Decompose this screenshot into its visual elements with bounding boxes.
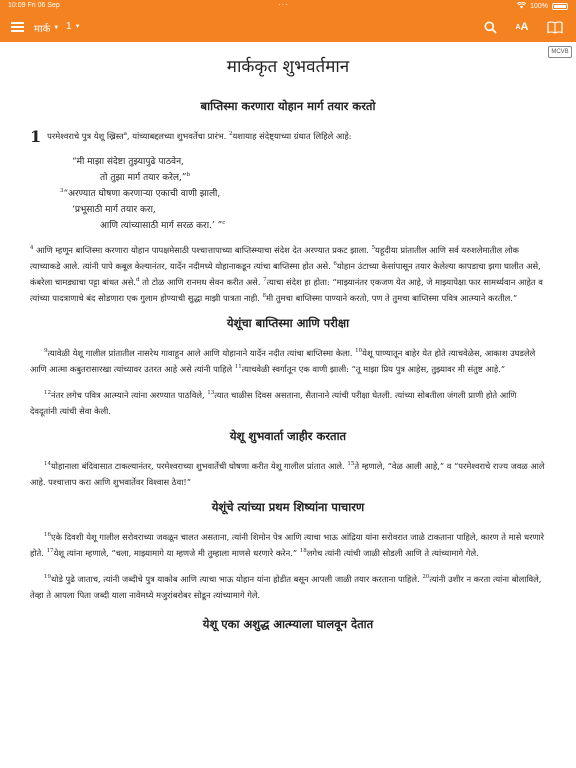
page-title: मार्ककृत शुभवर्तमान [226,57,350,77]
chapter-number-large: 1 [30,127,42,146]
verse-paragraph[interactable]: $^{16}$एके दिवशी येशू गालील सरोवराच्या जवळून चालत असताना, त्यांनी शिमोन पेत्र आणि त्याचा भाऊ आंद्रिया यांना सरोवरात जाळे टाकताना पाहिले, कारण ते मासे धरणारे होते. $^{17}$येशू त्यांना म्हणाले, “चला, माझ्यामागे या म्हणजे मी तुम्हाला माणसे धरणारे करेन.” $^{18}$लगेच त्यांनी त्यांची जाळी सोडली आणि ते त्यांच्यामागे गेले. [30,532,545,558]
wifi-icon [517,2,526,11]
verse-paragraph[interactable]: $^{12}$नंतर लगेच पवित्र आत्म्याने त्यांना अरण्यात पाठविले, $^{13}$त्यात चाळीस दिवस असताना, सैतानाने त्यांची परीक्षा घेतली. त्यांच्या सोबतीला जंगली प्राणी होते आणि देवदूतांनी त्यांची सेवा केली. [30,390,517,416]
menu-icon[interactable] [11,22,24,32]
verse-paragraph[interactable]: $^4$ आणि म्हणून बाप्तिस्मा करणारा योहान पापक्षमेसाठी पश्चात्तापाच्या बाप्तिस्म्याचा संदेश देत अरण्यात प्रकट झाला. $^5$यहूदीया प्रांतातील आणि सर्व यरुशलेमातील लोक त्याच्याकडे आले. त्यांनी पापे कबूल केल्यानंतर, यार्देन नदीमध्ये योहानाकडून त्यांचा बाप्तिस्मा होत असे. $^6$योहान उंटाच्या केसांपासून तयार केलेल्या कापडाचा झगा घालीत असे, कंबरेला चामड्याचा पट्टा बांधत असे.$^d$ तो टोळ आणि रानमध सेवन करीत असे. $^7$त्याचा संदेश हा होता: “माझ्यानंतर एकजण येत आहे, जे माझ्यापेक्षा फार सामर्थ्यवान आहेत व त्यांच्या पादत्राणाचे बंद सोडणारा एक गुलाम होण्याची सुद्धा माझी पात्रता नाही. $^8$मी तुमचा बाप्तिस्मा पाण्याने करतो, पण ते तुमचा बाप्तिस्मा पवित्र आत्म्याने करतील.” [30,245,543,303]
chapter-number: 1 [66,21,72,32]
multitask-dots[interactable]: ··· [278,0,289,9]
verse-paragraph[interactable]: 1 परमेश्वराचे पुत्र येशू ख्रिस्त$^a$, यांच्याबद्दलच्या शुभवर्तेचा प्रारंभ. $^2$यशायाह संदेष्ट्याच्या ग्रंथात लिहिले आहे: [30,127,352,146]
version-badge[interactable]: MCVB [548,46,572,58]
verse-paragraph[interactable]: $^9$त्यावेळी येशू गालील प्रांतातील नासरेथ गावाहून आले आणि योहानाने यार्देन नदीत त्यांचा बाप्तिस्मा केला. $^{10}$येशू पाण्यातून बाहेर येत होते त्याचवेळेस, आकाश उघडलेले आणि आत्मा कबुतरासारखा त्यांच्यावर उतरत आहे असे त्यांनी पाहिले $^{11}$त्याचवेळी स्वर्गातून एक वाणी झाली: “तू माझा प्रिय पुत्र आहेस, तुझ्यावर मी संतुष्ट आहे.” [30,348,536,374]
chapter-selector[interactable] [66,21,81,32]
book-icon[interactable] [546,19,564,35]
book-name: मार्क [34,24,51,35]
chevron-down-icon: ▼ [74,23,81,30]
battery-icon [552,3,568,10]
verse-paragraph[interactable]: $^{14}$योहानाला बंदिवासात टाकल्यानंतर, परमेश्वराच्या शुभवार्तेची घोषणा करीत येशू गालील प्रांतात आले. $^{15}$ते म्हणाले, “वेळ आली आहे,” व “परमेश्वराचे राज्य जवळ आले आहे. पश्चात्ताप करा आणि शुभवार्तेवर विश्वास ठेवा!” [30,461,545,487]
chevron-down-icon: ▼ [53,25,60,31]
section-heading: येशूंचा बाप्तिस्मा आणि परीक्षा [226,316,350,330]
status-time: 10:09 Fri 06 Sep [8,2,60,9]
font-size-icon[interactable]: A A [515,21,529,33]
poem-block[interactable]: “मी माझा संदेष्टा तुझ्यापुढे पाठवेन, तो तुझा मार्ग तयार करेल,”$^b$ $^3$“अरण्यात घोषणा करणाऱ्या एकाची वाणी झाली, ‘प्रभूसाठी मार्ग तयार करा, आणि त्यांच्यासाठी मार्ग सरळ करा.’ ”$^c$ [60,157,226,231]
battery-percent: 100% [530,3,548,10]
section-heading: येशू शुभवार्ता जाहीर करतात [229,429,347,443]
search-icon[interactable] [482,19,498,35]
verse-paragraph[interactable]: $^{19}$थोडे पुढे जाताच, त्यांनी जब्दीचे पुत्र याकोब आणि त्याचा भाऊ योहान यांना होडीत बसून आपली जाळी तयार करताना पाहिले. $^{20}$त्यांनी उशीर न करता त्यांना बोलाविले, तेव्हा ते आपला पिता जब्दी याला नावेमध्ये मजुरांबरोबर सोडून त्यांच्यामागे गेले. [30,574,542,600]
status-bar [0,0,576,13]
book-selector[interactable] [34,21,59,35]
toolbar [0,13,576,42]
reading-pane[interactable] [30,48,546,646]
section-heading: येशू एका अशुद्ध आत्म्याला घालवून देतात [202,617,374,631]
section-heading: बाप्तिस्मा करणारा योहान मार्ग तयार करतो [200,99,376,113]
status-right [517,2,568,11]
section-heading: येशूंचे त्यांच्या प्रथम शिष्यांना पाचारण [211,500,365,514]
